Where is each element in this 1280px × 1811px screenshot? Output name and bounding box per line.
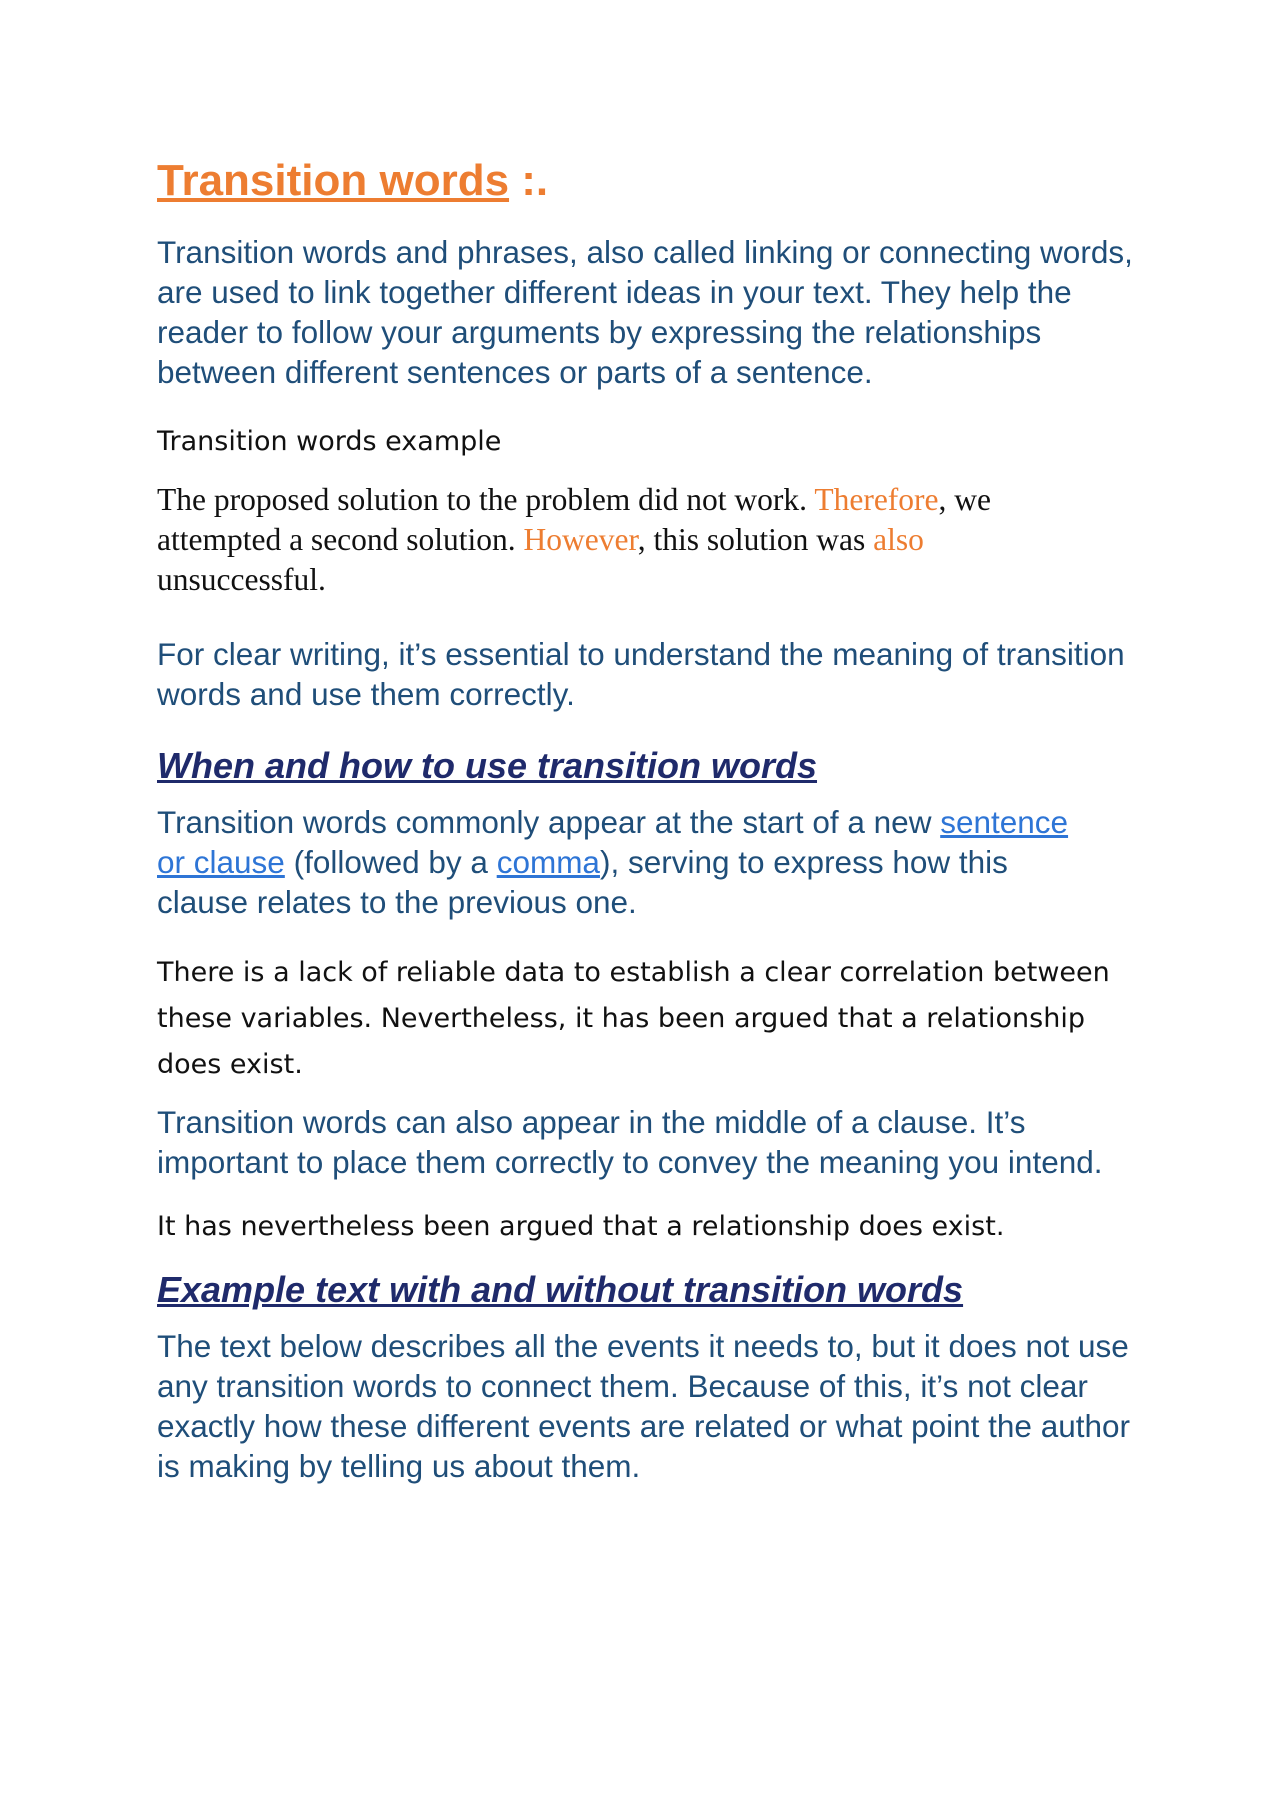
- title-main: Transition words: [157, 156, 510, 205]
- section-heading-example-text: Example text with and without transition words: [157, 1268, 964, 1310]
- section1-text-1: Transition words commonly appear at the start of a new: [157, 803, 941, 840]
- title-suffix: :.: [509, 156, 549, 205]
- sentence-or-clause-link[interactable]: sentence or clause: [157, 803, 1069, 880]
- example-text-2: , we attempted a second solution.: [157, 481, 991, 557]
- example-text-1: The proposed solution to the problem did not work.: [157, 481, 815, 517]
- example-paragraph: [157, 480, 1087, 600]
- section1-text-3: ), serving to express how this clause relates to the previous one.: [157, 843, 1008, 920]
- example-word-also: also: [873, 521, 924, 557]
- section1-example-1: There is a lack of reliable data to establish a clear correlation between these variables. Nevertheless, it has been argued that a relationship does exist.: [157, 956, 1110, 1080]
- section2-paragraph: The text below describes all the events it needs to, but it does not use any transition words to connect them. Because of this, it’s not clear exactly how these different events are related or what point the author is making by telling us about them.: [157, 1327, 1131, 1484]
- example-text-3: , this solution was: [637, 521, 874, 557]
- intro-paragraph: Transition words and phrases, also called linking or connecting words, are used to link together different ideas in your text. They help the reader to follow your arguments by expressing the relationships between different sentences or parts of a sentence.: [157, 233, 1133, 390]
- page-title: [157, 155, 1157, 208]
- example-word-therefore: Therefore: [814, 481, 939, 517]
- section1-text-2: (followed by a: [284, 843, 497, 880]
- example-text-4: unsuccessful.: [157, 561, 326, 597]
- example-label: Transition words example: [157, 425, 502, 457]
- document-page: [157, 155, 1157, 1486]
- section-heading-when-how: When and how to use transition words: [157, 744, 818, 786]
- example-word-however: However: [523, 521, 638, 557]
- clear-writing-paragraph: For clear writing, it’s essential to understand the meaning of transition words and use them correctly.: [157, 635, 1125, 712]
- section1-middle-paragraph: Transition words can also appear in the middle of a clause. It’s important to place them correctly to convey the meaning you intend.: [157, 1103, 1103, 1180]
- section1-paragraph: [157, 802, 1087, 922]
- comma-link[interactable]: comma: [496, 843, 600, 880]
- section1-example-2: It has nevertheless been argued that a relationship does exist.: [157, 1210, 1005, 1242]
